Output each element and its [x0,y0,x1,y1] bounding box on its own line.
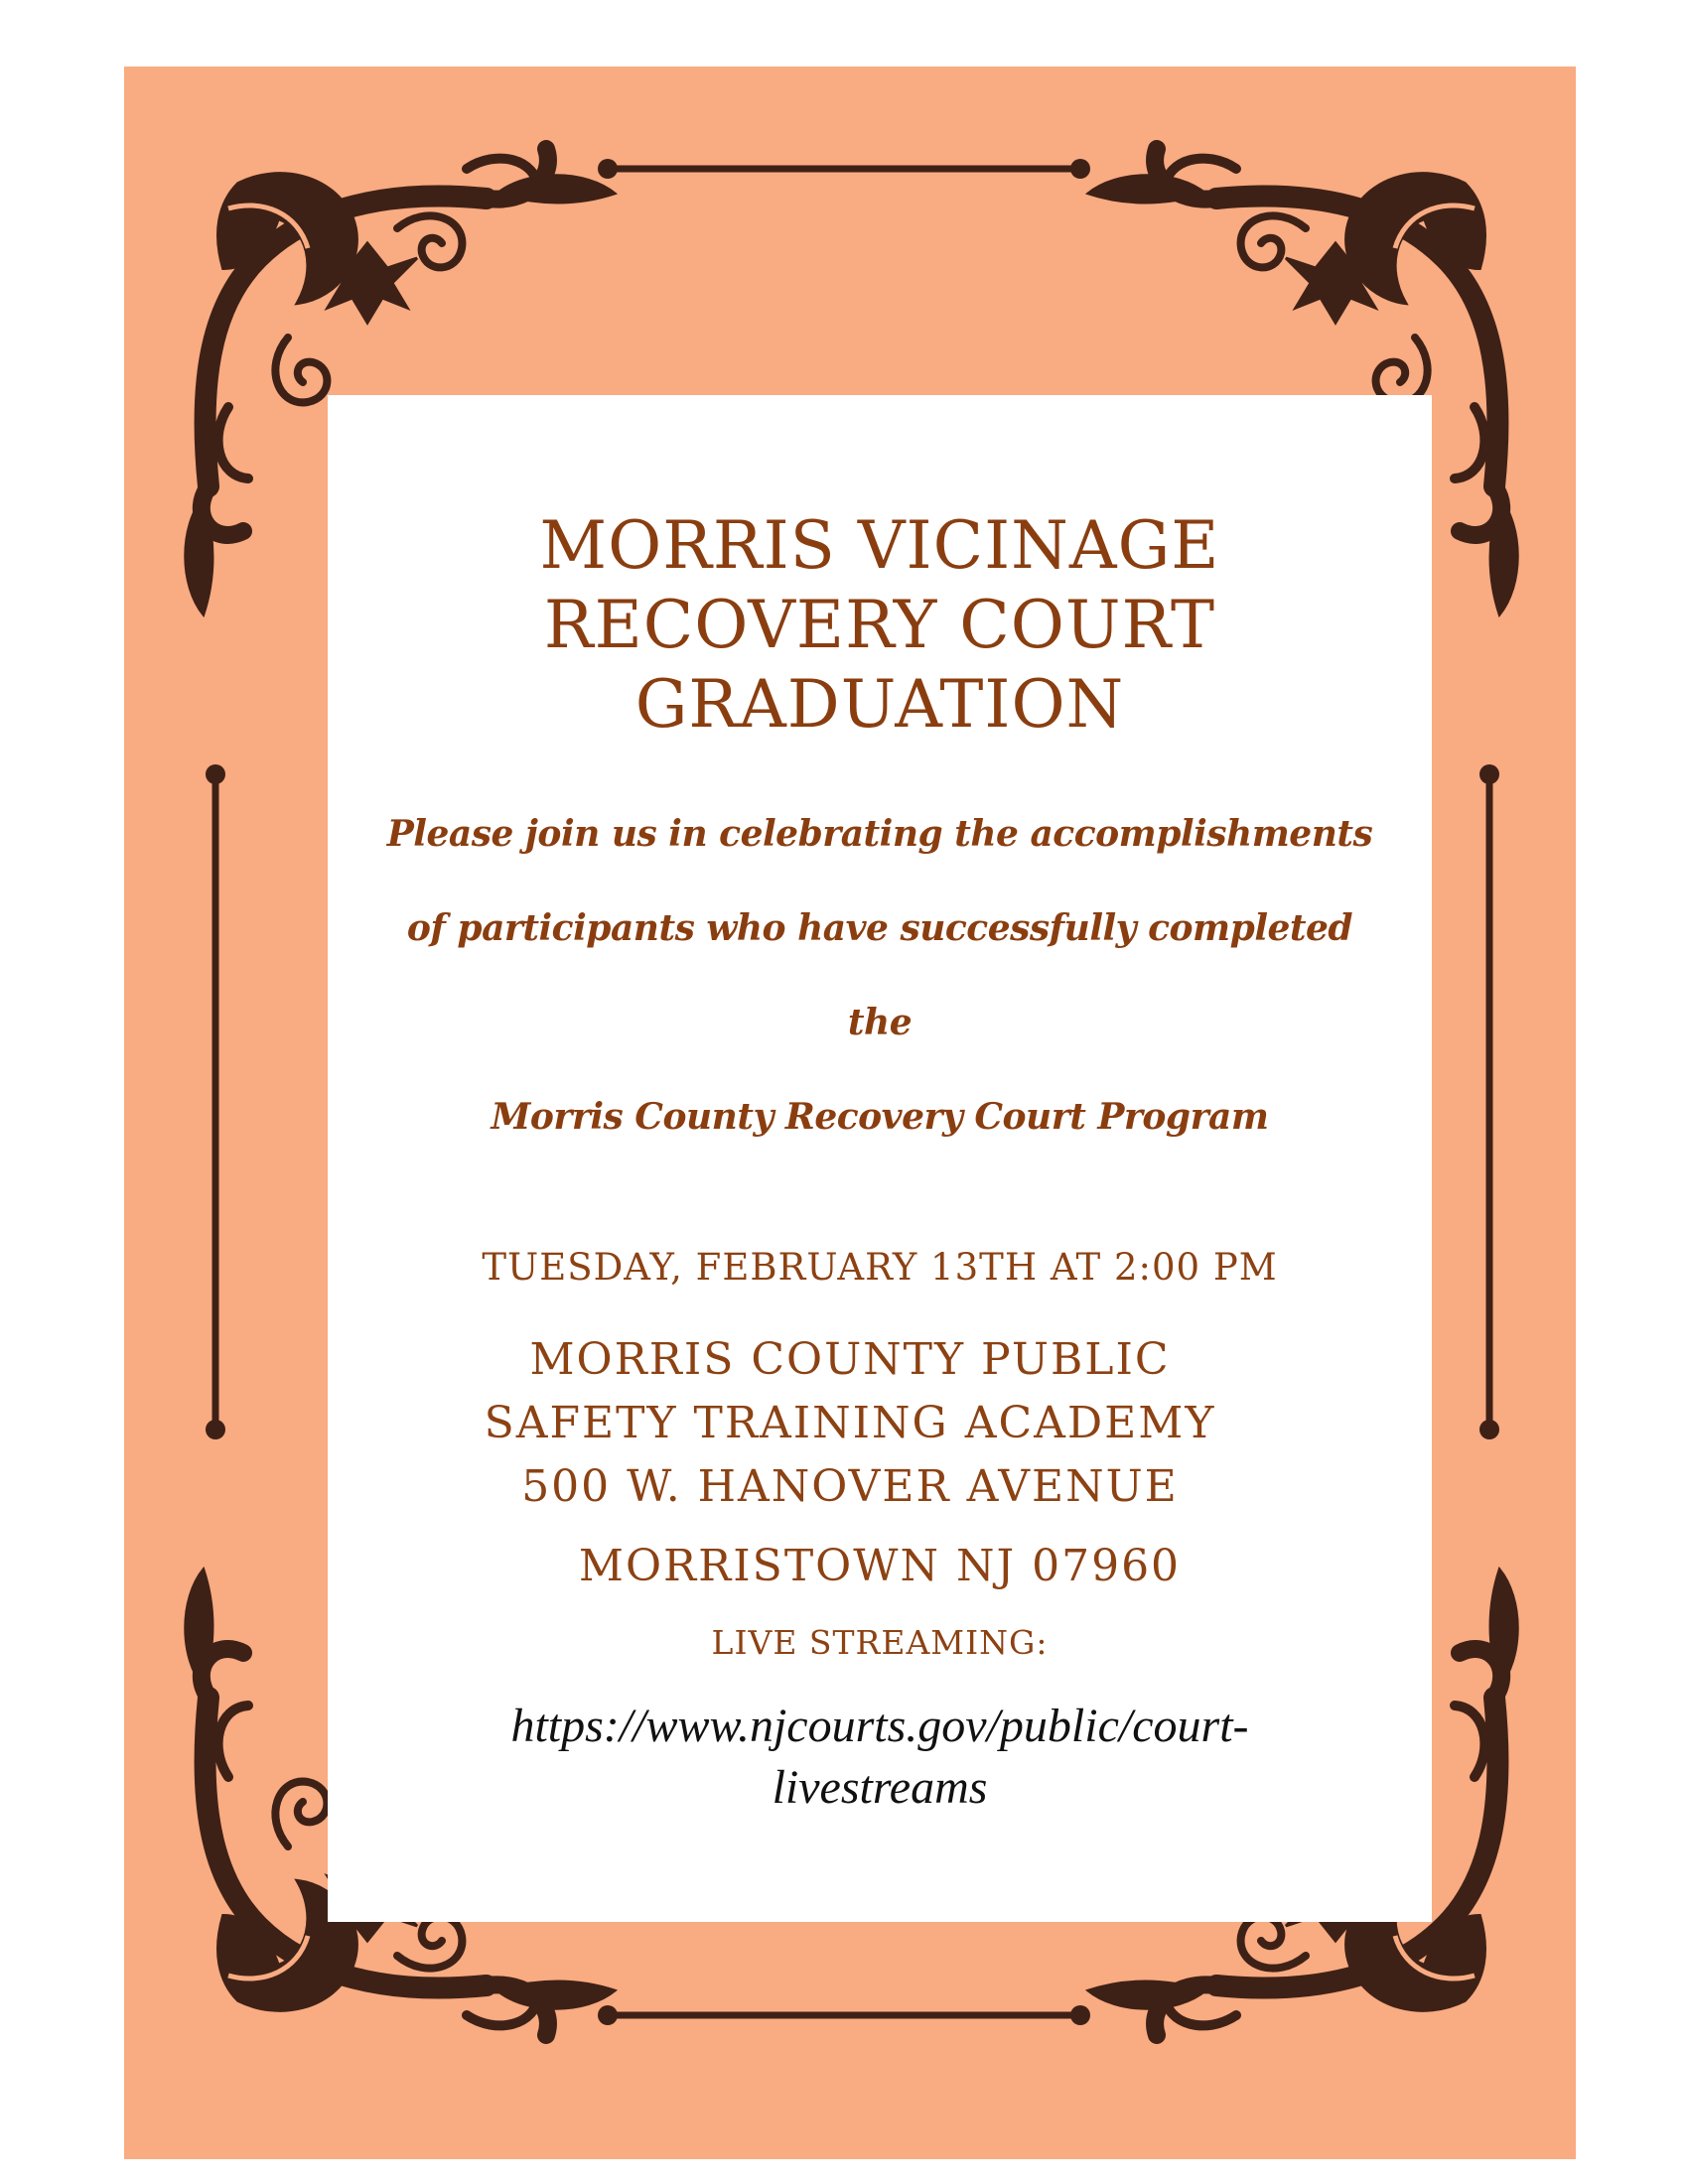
live-streaming-label: LIVE STREAMING: [711,1623,1049,1662]
venue-line-2: SAFETY TRAINING ACADEMY [484,1398,1216,1448]
event-datetime: TUESDAY, FEBRUARY 13TH AT 2:00 PM [482,1246,1278,1289]
invitation-line-1: Please join us in celebrating the accomplishments [386,813,1373,855]
program-name: Morris County Recovery Court Program [491,1096,1269,1138]
heading-line-3: GRADUATION [634,666,1125,743]
heading-line-1: MORRIS VICINAGE [539,507,1220,584]
venue-city: MORRISTOWN NJ 07960 [578,1541,1182,1591]
livestream-url-line-1[interactable]: https://www.njcourts.gov/public/court- [510,1700,1249,1752]
invitation-line-3: the [847,1002,913,1043]
venue-line-1: MORRIS COUNTY PUBLIC [529,1334,1171,1385]
heading-line-2: RECOVERY COURT [543,587,1216,663]
venue-address: 500 W. HANOVER AVENUE [521,1461,1179,1512]
invitation-card [328,395,1432,1922]
livestream-url-line-2[interactable]: livestreams [772,1761,988,1814]
invitation-line-2: of participants who have successfully completed [406,907,1353,949]
